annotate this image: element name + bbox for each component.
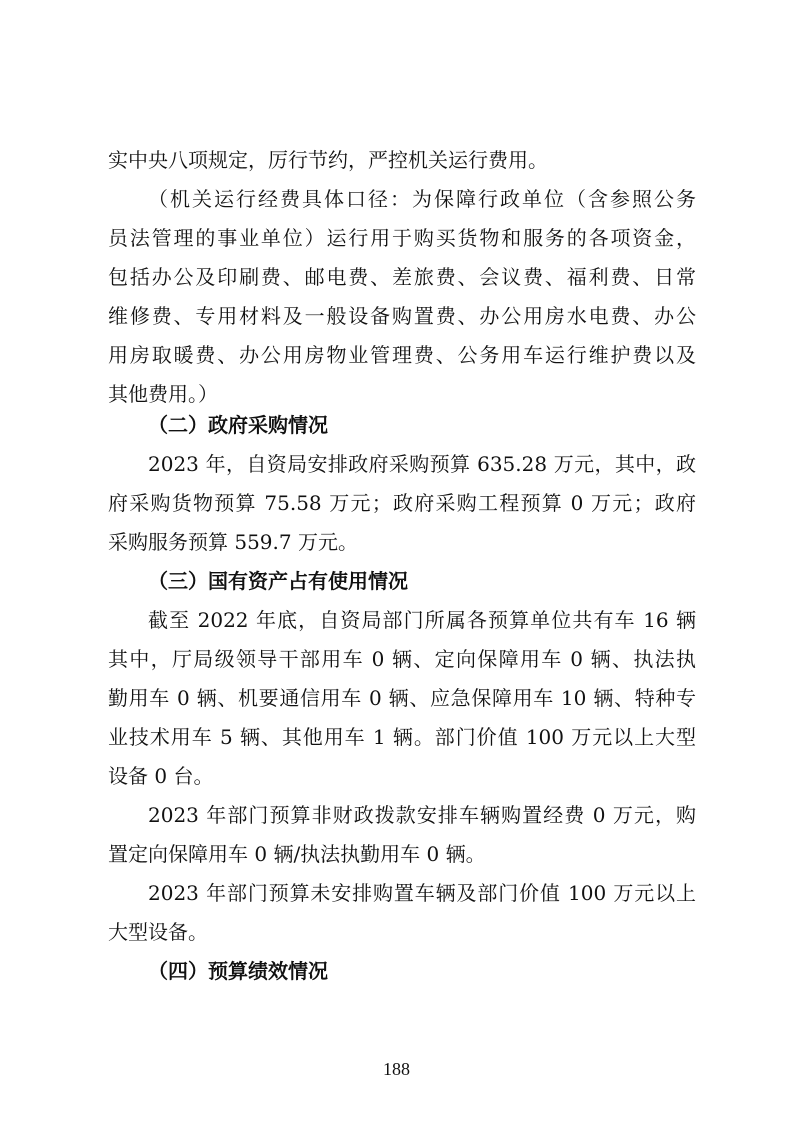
paragraph-line: 用房取暖费、办公用房物业管理费、公务用车运行维护费以及 <box>108 343 696 367</box>
paragraph-line: 府采购货物预算 75.58 万元；政府采购工程预算 0 万元；政府 <box>108 491 696 515</box>
paragraph-line: 截至 2022 年底，自资局部门所属各预算单位共有车 16 辆 <box>148 608 696 632</box>
paragraph-line: 设备 0 台。 <box>108 764 214 788</box>
section-heading: （三）国有资产占有使用情况 <box>148 569 408 593</box>
paragraph-line: 其他费用。） <box>108 382 218 406</box>
paragraph-line: 2023 年部门预算非财政拨款安排车辆购置经费 0 万元，购 <box>148 803 696 827</box>
section-heading: （二）政府采购情况 <box>148 413 328 437</box>
paragraph-line: 置定向保障用车 0 辆/执法执勤用车 0 辆。 <box>108 842 486 866</box>
paragraph-line: 勤用车 0 辆、机要通信用车 0 辆、应急保障用车 10 辆、特种专 <box>108 686 696 710</box>
paragraph-line: 2023 年部门预算未安排购置车辆及部门价值 100 万元以上 <box>148 881 696 905</box>
paragraph-line: （机关运行经费具体口径：为保障行政单位（含参照公务 <box>148 187 696 211</box>
page-number: 188 <box>383 1059 410 1079</box>
paragraph-line: 包括办公及印刷费、邮电费、差旅费、会议费、福利费、日常 <box>108 265 696 289</box>
paragraph-line: 维修费、专用材料及一般设备购置费、办公用房水电费、办公 <box>108 304 696 328</box>
paragraph-line: 2023 年，自资局安排政府采购预算 635.28 万元，其中，政 <box>148 452 696 476</box>
paragraph-line: 采购服务预算 559.7 万元。 <box>108 530 358 554</box>
paragraph-line: 其中，厅局级领导干部用车 0 辆、定向保障用车 0 辆、执法执 <box>108 647 696 671</box>
paragraph-line: 员法管理的事业单位）运行用于购买货物和服务的各项资金， <box>108 226 696 250</box>
paragraph-line: 业技术用车 5 辆、其他用车 1 辆。部门价值 100 万元以上大型 <box>108 725 696 749</box>
paragraph-line: 实中央八项规定，厉行节约，严控机关运行费用。 <box>108 148 548 172</box>
section-heading: （四）预算绩效情况 <box>148 959 328 983</box>
paragraph-line: 大型设备。 <box>108 920 208 944</box>
